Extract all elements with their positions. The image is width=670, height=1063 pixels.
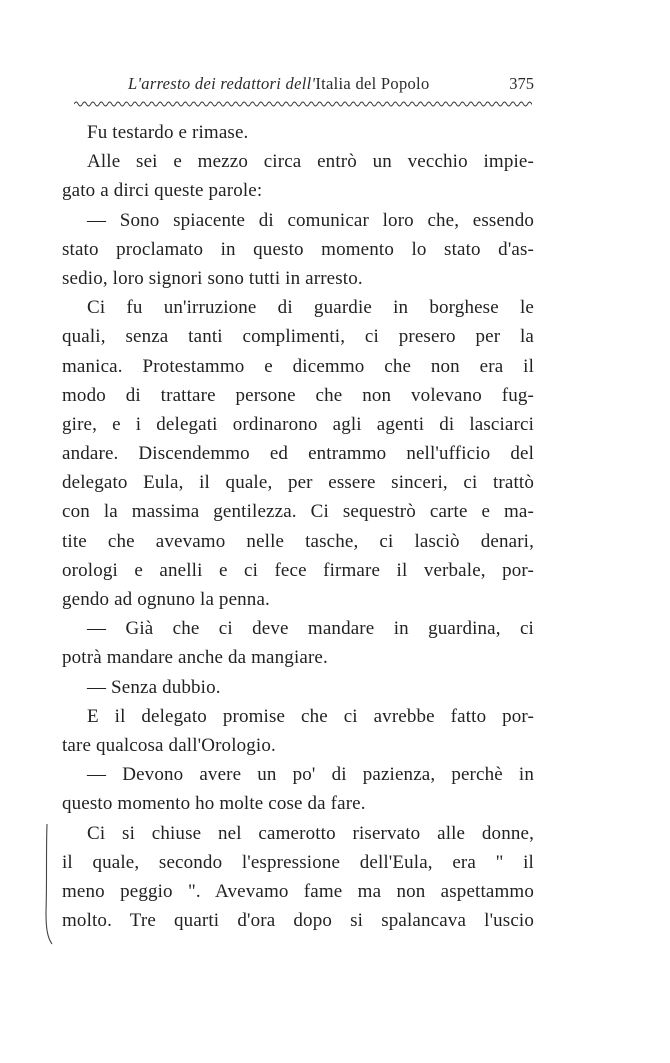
text-line: quali, senza tanti complimenti, ci presero per la — [62, 326, 534, 348]
text-line: — Devono avere un po' di pazienza, perchè in — [87, 764, 534, 786]
text-line: delegato Eula, il quale, per essere sinceri, ci trattò — [62, 472, 534, 494]
text-line: andare. Discendemmo ed entrammo nell'ufficio del — [62, 443, 534, 465]
text-line: tite che avevamo nelle tasche, ci lasciò denari, — [62, 530, 534, 552]
text-line: con la massima gentilezza. Ci sequestrò carte e ma- — [62, 501, 534, 523]
text-line: Ci fu un'irruzione di guardie in borghese le — [87, 297, 534, 319]
body-text — [62, 118, 534, 935]
text-line: gendo ad ognuno la penna. — [62, 589, 270, 610]
text-line: il quale, secondo l'espressione dell'Eula, era " il — [62, 851, 534, 873]
text-line: orologi e anelli e ci fece firmare il verbale, por- — [62, 559, 534, 581]
text-line: E il delegato promise che ci avrebbe fatto por- — [87, 705, 534, 727]
running-head — [70, 74, 540, 98]
margin-pencil-mark — [38, 822, 68, 946]
text-line: Alle sei e mezzo circa entrò un vecchio impie- — [87, 151, 534, 173]
text-line: gire, e i delegati ordinarono agli agenti di lasciarci — [62, 413, 534, 435]
text-line: gato a dirci queste parole: — [62, 180, 263, 202]
text-line: meno peggio ". Avevamo fame ma non aspettammo — [62, 880, 534, 902]
text-line: potrà mandare anche da mangiare. — [62, 647, 328, 669]
text-line: manica. Protestammo e dicemmo che non era il — [62, 355, 534, 377]
text-line: stato proclamato in questo momento lo stato d'as- — [62, 238, 534, 260]
text-line: — Già che ci deve mandare in guardina, ci — [87, 618, 534, 640]
wavy-rule — [74, 99, 532, 109]
text-line: molto. Tre quarti d'ora dopo si spalancava l'uscio — [62, 910, 534, 932]
running-head-title — [128, 74, 430, 94]
text-line: Fu testardo e rimase. — [87, 122, 249, 143]
text-line: tare qualcosa dall'Orologio. — [62, 734, 276, 756]
page-number: 375 — [509, 74, 534, 93]
text-line: questo momento ho molte cose da fare. — [62, 793, 366, 815]
text-line: Ci si chiuse nel camerotto riservato alle donne, — [87, 822, 534, 844]
text-line: modo di trattare persone che non volevano fug- — [62, 384, 534, 406]
text-line: sedio, loro signori sono tutti in arresto. — [62, 267, 363, 289]
text-line: — Sono spiacente di comunicar loro che, essendo — [87, 209, 534, 231]
running-head-title-roman: Italia del Popolo — [315, 74, 430, 93]
text-line: — Senza dubbio. — [87, 676, 221, 698]
running-head-title-italic: L'arresto dei redattori dell' — [128, 74, 316, 93]
